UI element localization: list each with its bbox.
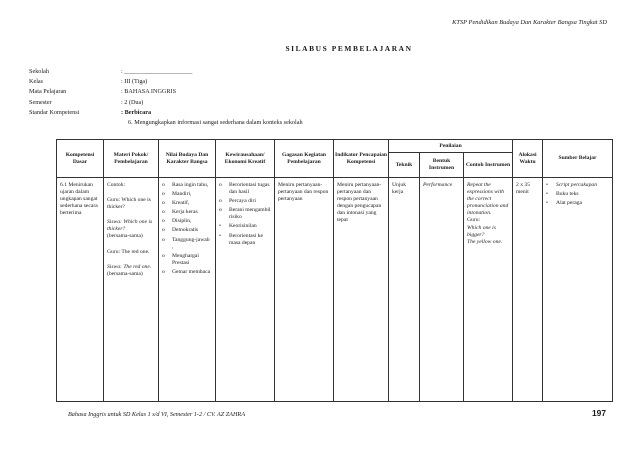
list-item: • Berorientasi ke masa depan	[219, 232, 264, 246]
cell-alokasi	[513, 178, 543, 402]
col-teknik: Teknik	[389, 153, 420, 178]
contoh-label: Guru:	[467, 217, 481, 224]
checkbox-icon: o	[162, 268, 165, 275]
info-value-standar: : Berbicara	[121, 108, 152, 116]
cell-kompetensi	[57, 178, 104, 402]
list-item: • Buku teks	[546, 191, 579, 198]
list-item: • Script percakapan	[546, 182, 597, 188]
cell-nilai	[159, 178, 216, 402]
col-kewirausahaan: Kewirausahaan/ Ekonomi Kreatif	[216, 140, 275, 178]
page-number: 197	[592, 408, 606, 418]
checkbox-icon: o	[162, 200, 165, 207]
sumber-list	[546, 182, 609, 207]
col-kompetensi: Kompetensi Dasar	[57, 140, 104, 178]
list-item: o Mandiri,	[162, 191, 192, 198]
checkbox-icon: o	[162, 182, 165, 188]
list-item: o Kerja keras	[162, 209, 198, 216]
checkbox-icon: o	[162, 227, 165, 234]
list-item: o Percaya diri	[219, 198, 256, 205]
info-value-mapel: : BAHASA INGGRIS	[121, 88, 177, 96]
list-item: • Alat peraga	[546, 200, 582, 207]
list-item: o Berani mengambil risiko	[219, 207, 271, 221]
list-item: o Gemar membaca	[162, 268, 211, 275]
cell-gagasan	[275, 178, 334, 402]
list-item: • Keorisinilan	[219, 223, 257, 230]
checkbox-icon: o	[219, 182, 222, 188]
running-header: KTSP Pendidikan Budaya Dan Karakter Bangsa Tingkat SD	[452, 19, 607, 26]
materi-a2: Siswa: The red one.	[107, 263, 152, 270]
col-gagasan: Gagasan Kegiatan Pembelajaran	[275, 140, 334, 178]
bullet-icon: •	[219, 232, 221, 239]
checkbox-icon: o	[162, 252, 165, 259]
col-nilai: Nilai Budaya Dan Karakter Bangsa	[159, 140, 216, 178]
materi-q2: Guru: The red one.	[107, 248, 150, 255]
checkbox-icon: o	[162, 209, 165, 216]
cell-materi	[104, 178, 159, 402]
materi-label: Contoh:	[107, 182, 126, 188]
info-value-semester: : 2 (Dua)	[121, 98, 144, 106]
contoh-question: Which one is bigger?	[467, 224, 496, 238]
checkbox-icon: o	[162, 191, 165, 198]
list-item: o Berorientasi tugas dan hasil	[219, 182, 270, 196]
bullet-icon: •	[219, 223, 221, 230]
list-item: o Menghargai Prestasi	[162, 252, 199, 266]
cell-kewirausahaan	[216, 178, 275, 402]
kewira-list	[219, 182, 271, 247]
list-item: o Tanggung-jawab ,	[162, 236, 210, 250]
col-alokasi: Alokasi Waktu	[513, 140, 543, 178]
info-key-semester: Semester	[29, 98, 52, 106]
bullet-icon: •	[546, 182, 548, 188]
header-row	[57, 140, 613, 153]
info-key-standar: Standar Kompetensi	[29, 108, 80, 116]
list-item: o Rasa ingin tahu,	[162, 182, 209, 188]
teknik-text: Unjuk kerja	[392, 182, 406, 196]
cell-indikator	[334, 178, 389, 402]
standard-detail: 6. Mengungkapkan informasi sangat sederhana dalam konteks sekolah	[128, 118, 303, 126]
col-bentuk: Bentuk Instrumen	[420, 153, 464, 178]
table-row	[57, 178, 613, 402]
indikator-text: Meniru pertanyaan-pertanyaan dan respon pertanyaan dengan pengucapan dan intonasi yang tepat	[337, 182, 382, 224]
checkbox-icon: o	[162, 236, 165, 243]
gagasan-text: Meniru pertanyaan-pertanyaan dan respon pertanyaan	[278, 182, 329, 203]
cell-contoh	[464, 178, 513, 402]
col-materi: Materi Pokok/ Pembelajaran	[104, 140, 159, 178]
materi-a1: Siswa: Which one is thicker?	[107, 219, 153, 233]
bullet-icon: •	[546, 200, 548, 207]
checkbox-icon: o	[219, 207, 222, 214]
info-value-kelas: : III (Tiga)	[121, 78, 148, 86]
nilai-list	[162, 182, 212, 276]
list-item: o Kreatif,	[162, 200, 190, 207]
contoh-answer: The yellow one.	[467, 238, 503, 245]
list-item: o Demokratis	[162, 227, 199, 234]
bullet-icon: •	[546, 191, 548, 198]
materi-a2-note: (bersama-sama)	[107, 270, 143, 277]
cell-teknik	[389, 178, 420, 402]
alokasi-text: 2 x 35 menit	[516, 182, 531, 196]
info-key-mapel: Mata Pelajaran	[29, 88, 67, 96]
contoh-intro: Repeat the expressions with the correct pronunciation and intonation.	[467, 182, 509, 217]
bentuk-text: Performance	[423, 182, 453, 188]
info-key-sekolah: Sekolah	[29, 68, 49, 75]
col-indikator: Indikator Pencapaian Kompetensi	[334, 140, 389, 178]
footer-text: Bahasa Inggris untuk SD Kelas 1 s/d VI, Semester 1-2 / CV. AZ ZAHRA	[68, 411, 245, 418]
syllabus-table	[56, 139, 613, 402]
col-penilaian: Penilaian	[389, 140, 513, 153]
info-value-sekolah: : ______________________	[121, 68, 193, 75]
col-sumber: Sumber Belajar	[543, 140, 613, 178]
checkbox-icon: o	[162, 218, 165, 225]
kompetensi-text: 6.1 Menirukan ujaran dalam ungkapan sangat sederhana secara berterima	[60, 182, 98, 217]
col-contoh: Contoh Instrumen	[464, 153, 513, 178]
cell-bentuk	[420, 178, 464, 402]
page-title: SILABUS PEMBELAJARAN	[285, 44, 413, 53]
checkbox-icon: o	[219, 198, 222, 205]
materi-a1-note: (bersama-sama)	[107, 233, 143, 240]
info-key-kelas: Kelas	[29, 78, 44, 86]
cell-sumber	[543, 178, 613, 402]
materi-q1: Guru: Which one is thicker?	[107, 197, 151, 211]
list-item: o Disiplin,	[162, 218, 192, 225]
